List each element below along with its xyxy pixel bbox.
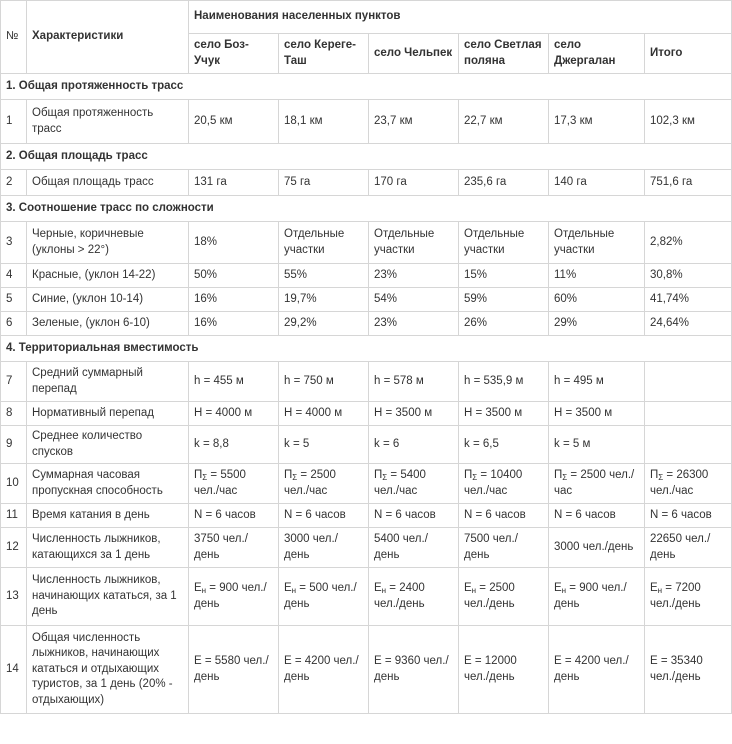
total-cell: 102,3 км xyxy=(645,100,732,144)
row-number: 14 xyxy=(1,626,27,714)
table-row xyxy=(1,100,732,144)
value-cell: 18,1 км xyxy=(279,100,369,144)
value-cell: 20,5 км xyxy=(189,100,279,144)
value-cell: 11% xyxy=(549,264,645,288)
header-characteristics: Характеристики xyxy=(27,1,189,74)
total-cell: 22650 чел./день xyxy=(645,528,732,568)
row-number: 13 xyxy=(1,568,27,626)
table-row xyxy=(1,264,732,288)
value-text: = 5400 чел./час xyxy=(374,469,426,497)
symbol: П xyxy=(464,469,473,482)
table-row xyxy=(1,402,732,426)
value-cell: h = 578 м xyxy=(369,362,459,402)
symbol-subscript: Σ xyxy=(202,473,208,483)
value-cell: N = 6 часов xyxy=(459,504,549,528)
value-text: = 500 чел./день xyxy=(284,582,357,610)
row-label: Синие, (уклон 10-14) xyxy=(27,288,189,312)
value-cell: N = 6 часов xyxy=(279,504,369,528)
section-title: 4. Территориальная вместимость xyxy=(1,336,732,362)
total-cell xyxy=(645,568,732,626)
table-body xyxy=(1,74,732,714)
value-cell: h = 750 м xyxy=(279,362,369,402)
value-cell xyxy=(369,464,459,504)
value-text: = 900 чел./день xyxy=(194,582,267,610)
value-cell: h = 495 м xyxy=(549,362,645,402)
value-text: = 2400 чел./день xyxy=(374,582,425,610)
row-label: Нормативный перепад xyxy=(27,402,189,426)
header-village: село Кереге-Таш xyxy=(279,34,369,74)
total-cell xyxy=(645,362,732,402)
value-cell: Отдельные участки xyxy=(279,222,369,264)
row-number: 4 xyxy=(1,264,27,288)
symbol-subscript: Σ xyxy=(382,473,388,483)
total-cell xyxy=(645,464,732,504)
value-cell: 170 га xyxy=(369,170,459,196)
value-cell: E = 5580 чел./день xyxy=(189,626,279,714)
value-cell xyxy=(459,464,549,504)
value-cell: E = 9360 чел./день xyxy=(369,626,459,714)
value-cell: 235,6 га xyxy=(459,170,549,196)
value-text: = 2500 чел./час xyxy=(284,469,336,497)
value-cell: 59% xyxy=(459,288,549,312)
table-row xyxy=(1,288,732,312)
value-text: = 7200 чел./день xyxy=(650,582,701,610)
header-village: село Чельпек xyxy=(369,34,459,74)
value-cell: Отдельные участки xyxy=(459,222,549,264)
value-cell xyxy=(369,568,459,626)
value-cell: k = 6,5 xyxy=(459,426,549,464)
section-header-row xyxy=(1,74,732,100)
value-cell: 18% xyxy=(189,222,279,264)
table-row xyxy=(1,170,732,196)
value-cell: H = 3500 м xyxy=(369,402,459,426)
total-cell: 24,64% xyxy=(645,312,732,336)
value-cell: 23,7 км xyxy=(369,100,459,144)
row-label: Средний суммарный перепад xyxy=(27,362,189,402)
value-cell xyxy=(189,568,279,626)
symbol: E xyxy=(374,582,382,595)
table-row xyxy=(1,426,732,464)
total-cell: 2,82% xyxy=(645,222,732,264)
value-cell: k = 5 xyxy=(279,426,369,464)
total-cell: 30,8% xyxy=(645,264,732,288)
value-cell: 26% xyxy=(459,312,549,336)
row-number: 12 xyxy=(1,528,27,568)
symbol-subscript: н xyxy=(561,586,567,596)
value-cell: E = 4200 чел./день xyxy=(279,626,369,714)
value-cell: 5400 чел./день xyxy=(369,528,459,568)
value-cell: 17,3 км xyxy=(549,100,645,144)
symbol: П xyxy=(650,469,659,482)
row-label: Общая протяженность трасс xyxy=(27,100,189,144)
table-row xyxy=(1,568,732,626)
section-title: 1. Общая протяженность трасс xyxy=(1,74,732,100)
row-number: 2 xyxy=(1,170,27,196)
row-number: 1 xyxy=(1,100,27,144)
value-cell: 75 га xyxy=(279,170,369,196)
total-cell: N = 6 часов xyxy=(645,504,732,528)
section-header-row xyxy=(1,336,732,362)
row-label: Время катания в день xyxy=(27,504,189,528)
value-cell xyxy=(459,568,549,626)
value-cell: 7500 чел./день xyxy=(459,528,549,568)
symbol-subscript: Σ xyxy=(562,473,568,483)
value-cell: H = 3500 м xyxy=(459,402,549,426)
total-cell xyxy=(645,426,732,464)
value-cell: 23% xyxy=(369,264,459,288)
value-cell: 60% xyxy=(549,288,645,312)
symbol-subscript: н xyxy=(291,586,297,596)
header-num: № xyxy=(1,1,27,74)
row-label: Среднее количество спусков xyxy=(27,426,189,464)
value-cell: 15% xyxy=(459,264,549,288)
row-number: 10 xyxy=(1,464,27,504)
value-cell: k = 5 м xyxy=(549,426,645,464)
value-text: = 900 чел./день xyxy=(554,582,627,610)
value-cell: 29% xyxy=(549,312,645,336)
table-row xyxy=(1,464,732,504)
table-row xyxy=(1,528,732,568)
row-label: Черные, коричневые (уклоны > 22°) xyxy=(27,222,189,264)
value-cell xyxy=(549,464,645,504)
value-cell: E = 4200 чел./день xyxy=(549,626,645,714)
total-cell: E = 35340 чел./день xyxy=(645,626,732,714)
table-row xyxy=(1,626,732,714)
value-cell: Отдельные участки xyxy=(369,222,459,264)
value-cell: N = 6 часов xyxy=(369,504,459,528)
total-cell xyxy=(645,402,732,426)
section-header-row xyxy=(1,196,732,222)
value-cell: h = 455 м xyxy=(189,362,279,402)
row-number: 6 xyxy=(1,312,27,336)
symbol-subscript: Σ xyxy=(658,473,664,483)
table-row xyxy=(1,222,732,264)
value-text: = 5500 чел./час xyxy=(194,469,246,497)
header-village: село Боз-Учук xyxy=(189,34,279,74)
row-number: 9 xyxy=(1,426,27,464)
value-text: = 26300 чел./час xyxy=(650,469,709,497)
section-title: 2. Общая площадь трасс xyxy=(1,144,732,170)
symbol-subscript: Σ xyxy=(292,473,298,483)
row-number: 5 xyxy=(1,288,27,312)
value-cell: 50% xyxy=(189,264,279,288)
symbol: E xyxy=(650,582,658,595)
symbol-subscript: н xyxy=(657,586,663,596)
symbol: E xyxy=(194,582,202,595)
section-title: 3. Соотношение трасс по сложности xyxy=(1,196,732,222)
row-label: Общая численность лыжников, начинающих кататься и отдыхающих туристов, за 1 день (20% - отдыхающих) xyxy=(27,626,189,714)
row-label: Красные, (уклон 14-22) xyxy=(27,264,189,288)
row-label: Общая площадь трасс xyxy=(27,170,189,196)
value-cell: 131 га xyxy=(189,170,279,196)
row-number: 3 xyxy=(1,222,27,264)
header-villages-group: Наименования населенных пунктов xyxy=(189,1,732,34)
symbol: П xyxy=(554,469,563,482)
row-label: Суммарная часовая пропускная способность xyxy=(27,464,189,504)
value-cell: 22,7 км xyxy=(459,100,549,144)
row-number: 11 xyxy=(1,504,27,528)
symbol: П xyxy=(374,469,383,482)
value-cell: H = 4000 м xyxy=(279,402,369,426)
value-cell: k = 8,8 xyxy=(189,426,279,464)
value-cell: 3000 чел./день xyxy=(549,528,645,568)
symbol: E xyxy=(464,582,472,595)
value-cell xyxy=(279,568,369,626)
value-cell: 55% xyxy=(279,264,369,288)
symbol-subscript: н xyxy=(381,586,387,596)
row-number: 7 xyxy=(1,362,27,402)
row-number: 8 xyxy=(1,402,27,426)
symbol: E xyxy=(284,582,292,595)
header-village: село Джергалан xyxy=(549,34,645,74)
row-label: Зеленые, (уклон 6-10) xyxy=(27,312,189,336)
symbol-subscript: н xyxy=(201,586,207,596)
value-cell: N = 6 часов xyxy=(189,504,279,528)
value-cell: 3000 чел./день xyxy=(279,528,369,568)
value-cell xyxy=(549,568,645,626)
header-village: село Светлая поляна xyxy=(459,34,549,74)
value-cell: 140 га xyxy=(549,170,645,196)
value-cell: h = 535,9 м xyxy=(459,362,549,402)
table-row xyxy=(1,504,732,528)
symbol: П xyxy=(284,469,293,482)
symbol-subscript: н xyxy=(471,586,477,596)
value-cell: Отдельные участки xyxy=(549,222,645,264)
value-cell: H = 3500 м xyxy=(549,402,645,426)
value-text: = 10400 чел./час xyxy=(464,469,523,497)
value-text: = 2500 чел./день xyxy=(464,582,515,610)
value-cell: 54% xyxy=(369,288,459,312)
total-cell: 41,74% xyxy=(645,288,732,312)
value-cell xyxy=(279,464,369,504)
symbol: П xyxy=(194,469,203,482)
header-total: Итого xyxy=(645,34,732,74)
section-header-row xyxy=(1,144,732,170)
value-cell: H = 4000 м xyxy=(189,402,279,426)
row-label: Численность лыжников, начинающих кататься, за 1 день xyxy=(27,568,189,626)
value-cell: 16% xyxy=(189,312,279,336)
table-row xyxy=(1,312,732,336)
value-cell: 16% xyxy=(189,288,279,312)
value-cell xyxy=(189,464,279,504)
symbol: E xyxy=(554,582,562,595)
total-cell: 751,6 га xyxy=(645,170,732,196)
value-text: = 2500 чел./час xyxy=(554,469,635,497)
value-cell: 19,7% xyxy=(279,288,369,312)
value-cell: N = 6 часов xyxy=(549,504,645,528)
value-cell: 3750 чел./день xyxy=(189,528,279,568)
value-cell: E = 12000 чел./день xyxy=(459,626,549,714)
symbol-subscript: Σ xyxy=(472,473,478,483)
value-cell: k = 6 xyxy=(369,426,459,464)
value-cell: 23% xyxy=(369,312,459,336)
row-label: Численность лыжников, катающихся за 1 день xyxy=(27,528,189,568)
table-row xyxy=(1,362,732,402)
value-cell: 29,2% xyxy=(279,312,369,336)
